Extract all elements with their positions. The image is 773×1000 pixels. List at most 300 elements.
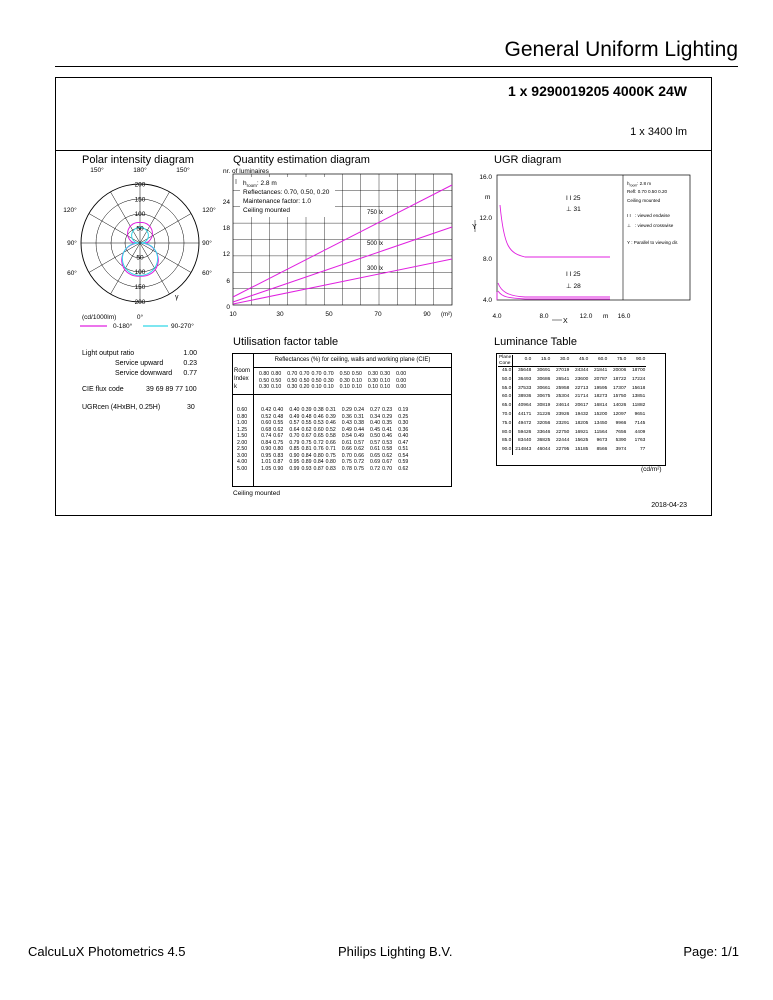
- quantity-series-label: 500 lx: [367, 241, 384, 247]
- uf-reflectance-rows: [258, 371, 407, 391]
- uf-cell: 0.69: [369, 459, 381, 465]
- luminance-cell: 17224: [631, 376, 646, 382]
- ugr-legend-endwise: : viewed endwise: [635, 213, 670, 218]
- uf-cell: 0.80: [273, 446, 284, 452]
- uf-cell: 0.79: [289, 439, 300, 446]
- luminance-cell: 36493: [517, 376, 532, 382]
- uf-refl-cell: 0.70: [323, 371, 334, 377]
- ugr-y-tick: 16.0: [479, 174, 492, 181]
- luminance-cell: 24344: [574, 368, 589, 373]
- uf-cell: 0.46: [313, 413, 324, 420]
- uf-cell: 0.84: [313, 459, 324, 465]
- uf-cell: 0.49: [289, 413, 300, 420]
- uf-refl-cell: 0.00: [396, 371, 407, 377]
- uf-cell: 0.24: [353, 407, 364, 413]
- uf-cell: 0.76: [313, 446, 324, 452]
- polar-unit: (cd/1000lm): [82, 314, 117, 321]
- uf-cell: 0.19: [398, 407, 409, 413]
- quantity-y-tick: 18: [222, 225, 230, 232]
- uf-cell: 0.55: [301, 420, 312, 426]
- ugr-x-tick: 16.0: [617, 313, 631, 320]
- downward-value: 0.77: [183, 370, 197, 377]
- uf-cell: 0.46: [325, 420, 336, 426]
- luminance-cell: 16814: [593, 403, 608, 409]
- ugr-a-cross: ⊥ 31: [566, 206, 581, 213]
- luminance-cell: 25958: [555, 385, 570, 391]
- quantity-series-label: 300 lx: [367, 266, 384, 272]
- lor-label: Light output ratio: [82, 350, 135, 357]
- uf-cell: 0.42: [261, 407, 272, 413]
- uf-refl-cell: 0.50: [351, 371, 362, 377]
- uf-cell: 0.65: [313, 433, 324, 439]
- table-row: [498, 376, 646, 385]
- upward-value: 0.23: [183, 360, 197, 367]
- uf-refl-cell: 0.80: [271, 371, 282, 377]
- luminance-col-header: 0.0: [513, 355, 533, 367]
- uf-refl-cell: 0.50: [271, 377, 282, 384]
- uf-cell: 0.87: [313, 465, 324, 472]
- uf-refl-cell: 0.20: [299, 384, 310, 390]
- luminance-cell: 18700: [631, 368, 646, 373]
- ugr-legend-parallel: Y : Parallel to viewing dir.: [627, 240, 679, 245]
- uf-refl-cell: 0.30: [367, 377, 378, 384]
- uf-cell: 0.48: [301, 413, 312, 420]
- uf-cell: 0.71: [325, 446, 336, 452]
- page-title: General Uniform Lighting: [504, 38, 738, 61]
- uf-cell: 0.55: [273, 420, 284, 426]
- luminance-cell: 11564: [594, 429, 608, 435]
- uf-cell: 0.61: [341, 439, 352, 446]
- quantity-x-unit: (m²): [441, 312, 452, 318]
- polar-ring-label: 100: [134, 211, 146, 218]
- uf-cell: 0.29: [341, 407, 352, 413]
- uf-cell: 5.00: [237, 465, 248, 472]
- uf-cell: 0.48: [273, 413, 284, 420]
- luminance-cell: 23600: [574, 376, 589, 382]
- luminance-cell: 18273: [593, 394, 608, 400]
- luminance-cell: 15750: [612, 394, 627, 400]
- uf-cell: 0.62: [353, 446, 364, 452]
- uf-refl-cell: 0.10: [271, 384, 282, 390]
- luminance-col-header: 75.0: [608, 355, 627, 367]
- uf-cell: 0.31: [353, 413, 364, 420]
- luminance-cell: 21714: [574, 394, 589, 400]
- luminance-cell: 40964: [517, 403, 532, 409]
- luminance-cell: 15618: [631, 385, 646, 391]
- luminance-col-header: 15.0: [532, 355, 551, 367]
- uf-refl-cell: 0.10: [367, 384, 378, 390]
- uf-cell: 0.53: [313, 420, 324, 426]
- uf-footer: Ceiling mounted: [233, 490, 280, 497]
- quantity-series-label: 750 lx: [367, 210, 384, 216]
- table-row: [236, 466, 409, 473]
- luminance-cell: 7145: [634, 420, 646, 426]
- uf-refl-cell: 0.10: [339, 384, 350, 390]
- uf-cell: 0.87: [273, 459, 284, 465]
- luminance-col-header: 45.0: [570, 355, 589, 367]
- uf-cell: 0.54: [341, 433, 352, 439]
- uf-refl-cell: 0.10: [311, 384, 322, 390]
- uf-cell: 0.72: [313, 439, 324, 446]
- uf-cell: 0.62: [273, 426, 284, 433]
- luminance-cell: 83440: [517, 438, 532, 444]
- uf-cell: 0.40: [369, 420, 381, 426]
- luminance-cell: 25304: [555, 394, 570, 400]
- polar-angle-label: 90°: [202, 240, 212, 247]
- luminance-cell: 90.0: [498, 446, 513, 455]
- uf-cell: 0.25: [398, 413, 409, 420]
- quantity-y-tick: 0: [226, 304, 230, 311]
- luminance-cell: 23291: [555, 420, 570, 426]
- ugr-legend-crosswise-icon: ⊥: [627, 223, 632, 228]
- uf-cell: 0.35: [382, 420, 393, 426]
- ugr-x-tick: 8.0: [539, 313, 549, 320]
- table-row: [236, 459, 409, 466]
- uf-cell: 0.66: [353, 452, 364, 459]
- uf-cell: 0.66: [341, 446, 352, 452]
- quantity-reflectances: Reflectances: 0.70, 0.50, 0.20: [243, 189, 330, 196]
- quantity-title: Quantity estimation diagram: [233, 154, 370, 166]
- luminance-cell: 9966: [615, 420, 627, 426]
- upward-row: [82, 359, 197, 369]
- polar-ring-label: 200: [134, 299, 146, 306]
- luminance-cell: 3974: [615, 447, 627, 453]
- uf-cell: 0.84: [301, 452, 312, 459]
- uf-cell: 0.89: [301, 459, 312, 465]
- uf-refl-cell: 0.00: [396, 377, 407, 384]
- uf-table-frame: [232, 353, 452, 487]
- luminance-cell: 33646: [536, 429, 551, 435]
- uf-cell: 0.81: [301, 446, 312, 452]
- quantity-maintenance: Maintenance factor: 1.0: [243, 198, 311, 205]
- luminance-cell: 77: [639, 447, 646, 453]
- uf-refl-cell: 0.10: [379, 384, 391, 390]
- uf-cell: 0.57: [369, 439, 381, 446]
- uf-refl-cell: 0.70: [311, 371, 322, 377]
- uf-cell: 0.58: [382, 446, 393, 452]
- lor-value: 1.00: [183, 350, 197, 357]
- luminance-cell: 23926: [555, 411, 570, 417]
- uf-cell: 0.27: [369, 407, 381, 413]
- polar-angle-label: 60°: [67, 270, 77, 277]
- luminance-cell: 85.0: [498, 437, 513, 446]
- luminance-cell: 15625: [574, 438, 589, 444]
- quantity-x-tick: 90: [423, 311, 431, 318]
- luminance-cell: 30691: [536, 368, 551, 373]
- uf-cell: 0.70: [382, 465, 393, 472]
- quantity-x-tick: 10: [229, 311, 237, 318]
- ugr-legend-endwise-icon: I I: [627, 213, 631, 218]
- luminance-cell: 9651: [634, 411, 646, 417]
- luminance-col-header: 90.0: [627, 355, 646, 367]
- table-row: [498, 393, 646, 402]
- uf-cell: 0.50: [369, 433, 381, 439]
- uf-cell: 0.40: [273, 407, 284, 413]
- uf-cell: 1.00: [237, 420, 248, 426]
- luminance-cell: 8566: [596, 447, 608, 453]
- uf-cell: 0.38: [313, 407, 324, 413]
- table-row: [236, 433, 409, 440]
- uf-cell: 0.57: [353, 439, 364, 446]
- luminance-cell: 24614: [555, 403, 570, 409]
- table-row: [498, 411, 646, 420]
- polar-ring-label: 50: [136, 225, 144, 233]
- luminance-cell: 65.0: [498, 402, 513, 411]
- polar-ring-label: 150: [134, 196, 146, 204]
- ugr-curve-lower: [498, 291, 610, 299]
- uf-room-label: Room Index k: [234, 368, 251, 390]
- luminance-unit: (cd/m²): [641, 466, 662, 473]
- ugr-x-unit: m: [603, 313, 609, 320]
- uf-cell: 0.83: [325, 465, 336, 472]
- quantity-mount: Ceiling mounted: [243, 207, 290, 214]
- uf-cell: 0.83: [273, 452, 284, 459]
- ugr-x-tick: 12.0: [579, 313, 593, 320]
- luminance-cell: 46044: [536, 447, 551, 453]
- table-row: [236, 446, 409, 453]
- uf-refl-cell: 0.80: [259, 371, 270, 377]
- uf-cell: 0.61: [369, 446, 381, 452]
- ugr-title: UGR diagram: [494, 154, 562, 166]
- quantity-x-tick: 50: [325, 311, 333, 318]
- ugr-y-tick: 4.0: [482, 297, 492, 304]
- luminance-cell: 4409: [634, 429, 646, 435]
- luminance-cell: 35648: [517, 368, 532, 373]
- uf-cell: 0.95: [261, 452, 272, 459]
- ugr-curves: [497, 205, 610, 300]
- uf-cell: 0.99: [289, 465, 300, 472]
- uf-cell: 0.90: [261, 446, 272, 452]
- luminance-cell: 9673: [596, 438, 608, 444]
- luminance-cell: 11882: [632, 403, 646, 409]
- luminance-cell: 22713: [574, 385, 589, 391]
- luminance-cell: 18205: [574, 420, 589, 426]
- quantity-y-tick: 12: [222, 251, 230, 258]
- uf-cell: 0.43: [341, 420, 352, 426]
- uf-cell: 0.34: [369, 413, 381, 420]
- uf-cell: 0.31: [325, 407, 336, 413]
- uf-cell: 0.46: [382, 433, 393, 439]
- uf-cell: 0.39: [301, 407, 312, 413]
- polar-angle-label: 180°: [133, 167, 147, 174]
- uf-cell: 0.52: [325, 426, 336, 433]
- polar-ring-label: 150: [134, 284, 146, 291]
- uf-refl-cell: 0.30: [339, 377, 350, 384]
- quantity-y-caption: nr. of luminaires: [223, 168, 269, 175]
- uf-refl-cell: 0.10: [323, 384, 334, 390]
- luminance-cell: 19432: [574, 411, 589, 417]
- uf-refl-cell: 0.70: [299, 371, 310, 377]
- luminance-cell: 14026: [612, 403, 627, 409]
- polar-gamma-label: γ: [175, 294, 179, 301]
- luminance-cell: 19595: [593, 385, 608, 391]
- downward-label: Service downward: [115, 370, 173, 377]
- ugr-cen-value: 30: [187, 404, 195, 411]
- uf-cell: 0.49: [353, 433, 364, 439]
- uf-refl-cell: 0.50: [259, 377, 270, 384]
- table-row: [498, 402, 646, 411]
- uf-cell: 1.05: [261, 465, 272, 472]
- uf-cell: 0.62: [301, 426, 312, 433]
- uf-cell: 0.66: [325, 439, 336, 446]
- quantity-x-tick: 70: [374, 311, 382, 318]
- uf-cell: 0.75: [273, 439, 284, 446]
- lor-block: [82, 349, 197, 379]
- uf-cell: 0.85: [289, 446, 300, 452]
- table-row: [498, 385, 646, 394]
- luminance-cell: 80.0: [498, 429, 513, 438]
- uf-refl-cell: 0.10: [351, 377, 362, 384]
- luminance-cell: 59426: [517, 429, 532, 435]
- uf-cell: 0.70: [341, 452, 352, 459]
- luminance-corner: Plane Cone: [499, 355, 512, 366]
- polar-title: Polar intensity diagram: [82, 154, 194, 166]
- uf-cell: 0.36: [398, 426, 409, 433]
- luminance-cell: 12097: [612, 411, 627, 417]
- uf-cell: 0.49: [341, 426, 352, 433]
- table-row: [236, 407, 409, 414]
- uf-header: Reflectances (%) for ceiling, walls and working plane (CIE): [253, 354, 451, 368]
- uf-cell: 0.68: [261, 426, 272, 433]
- luminance-cell: 13450: [593, 420, 608, 426]
- luminance-cell: 22795: [555, 447, 570, 453]
- lumen-output: 1 x 3400 lm: [630, 126, 687, 138]
- uf-cell: 0.60: [313, 426, 324, 433]
- ugr-y-tick: 12.0: [479, 215, 492, 222]
- luminance-cell: 50.0: [498, 376, 513, 385]
- uf-cell: 0.84: [261, 439, 272, 446]
- uf-title: Utilisation factor table: [233, 336, 339, 348]
- luminance-cell: 45.0: [498, 367, 513, 376]
- quantity-x-tick: 30: [276, 311, 284, 318]
- table-row: [236, 420, 409, 427]
- luminance-table: [498, 355, 646, 455]
- legend-label-c0: 0-180°: [113, 323, 133, 330]
- luminance-cell: 55.0: [498, 385, 513, 394]
- ugr-legend-crosswise: : viewed crosswise: [635, 223, 674, 228]
- luminance-cell: 7656: [615, 429, 627, 435]
- polar-angle-label: 120°: [202, 207, 216, 214]
- luminance-cell: 70.0: [498, 411, 513, 420]
- uf-cell: 0.40: [398, 433, 409, 439]
- ugr-curve-upper: [500, 205, 610, 257]
- uf-table-body: [236, 407, 409, 472]
- uf-cell: 0.75: [353, 465, 364, 472]
- uf-cell: 0.51: [398, 446, 409, 452]
- polar-angle-label: 120°: [63, 207, 77, 214]
- uf-cell: 0.90: [273, 465, 284, 472]
- uf-cell: 0.65: [369, 452, 381, 459]
- uf-refl-cell: 0.50: [287, 377, 298, 384]
- uf-cell: 0.59: [398, 459, 409, 465]
- uf-cell: 0.62: [382, 452, 393, 459]
- uf-refl-cell: 0.50: [311, 377, 322, 384]
- uf-cell: 0.30: [398, 420, 409, 426]
- ugr-legend-height: $h_{room}$: 2.8 m: [627, 181, 652, 188]
- luminance-cell: 214843: [515, 447, 532, 453]
- quantity-chart: [222, 163, 462, 323]
- luminance-cell: 15200: [593, 411, 608, 417]
- luminance-cell: 15185: [574, 447, 589, 453]
- uf-refl-cell: 0.50: [339, 371, 350, 377]
- quantity-y-tick: 6: [226, 278, 230, 285]
- uf-cell: 0.38: [353, 420, 364, 426]
- ugr-legend-reflectances: Refl: 0.70 0.50 0.20: [627, 189, 668, 194]
- polar-ring-label: 100: [134, 269, 146, 276]
- table-row: [498, 420, 646, 429]
- uf-cell: 0.36: [341, 413, 352, 420]
- luminance-cell: 22444: [555, 438, 570, 444]
- lor-row: [82, 349, 197, 359]
- table-row: [498, 446, 646, 455]
- luminance-cell: 27019: [555, 368, 570, 373]
- luminance-title: Luminance Table: [494, 336, 577, 348]
- uf-refl-cell: 0.30: [287, 384, 298, 390]
- luminance-cell: 16921: [574, 429, 589, 435]
- footer-page: Page: 1/1: [683, 944, 739, 959]
- uf-cell: 0.67: [382, 459, 393, 465]
- uf-cell: 2.50: [237, 446, 248, 452]
- uf-cell: 1.25: [237, 426, 248, 433]
- ugr-a-endwise: I I 25: [566, 195, 581, 202]
- uf-cell: 0.45: [369, 426, 381, 433]
- polar-angle-label: 150°: [176, 167, 190, 174]
- luminance-cell: 22750: [555, 429, 570, 435]
- polar-angle-label: 60°: [202, 270, 212, 277]
- uf-cell: 4.00: [237, 459, 248, 465]
- uf-refl-cell: 0.10: [379, 377, 391, 384]
- uf-cell: 0.39: [325, 413, 336, 420]
- title-divider: [55, 66, 738, 67]
- uf-cell: 0.60: [237, 407, 248, 413]
- uf-cell: 0.78: [341, 465, 352, 472]
- uf-cell: 0.90: [289, 452, 300, 459]
- luminance-cell: 30819: [536, 403, 551, 409]
- uf-cell: 0.80: [313, 452, 324, 459]
- footer-company: Philips Lighting B.V.: [338, 944, 453, 959]
- uf-cell: 0.44: [353, 426, 364, 433]
- uf-refl-cell: 0.50: [299, 377, 310, 384]
- polar-angle-label: 90°: [67, 240, 77, 247]
- frame-divider: [55, 150, 712, 151]
- luminance-cell: 36825: [536, 438, 551, 444]
- uf-cell: 0.60: [261, 420, 272, 426]
- luminance-cell: 20006: [612, 368, 627, 373]
- ugr-legend-mount: Ceiling mounted: [627, 198, 661, 203]
- luminance-table-frame: [496, 353, 666, 466]
- uf-cell: 0.47: [398, 439, 409, 446]
- luminance-cell: 30661: [536, 385, 551, 391]
- luminance-cell: 26541: [555, 376, 570, 382]
- uf-refl-cell: 0.70: [287, 371, 298, 377]
- polar-angle-label: 150°: [90, 167, 104, 174]
- uf-cell: 0.29: [382, 413, 393, 420]
- uf-cell: 0.80: [325, 459, 336, 465]
- ugr-y-unit: m: [485, 194, 491, 201]
- luminance-cell: 32056: [536, 420, 551, 426]
- ugr-y-axis: Y: [472, 224, 477, 231]
- polar-ring-label: 50: [136, 254, 144, 262]
- quantity-room-height: $h_{room}$: 2.8 m: [243, 180, 277, 188]
- luminance-cell: 38936: [517, 394, 532, 400]
- uf-cell: 0.93: [301, 465, 312, 472]
- table-header-row: [498, 355, 646, 367]
- luminance-cell: 75.0: [498, 420, 513, 429]
- luminance-cell: 5390: [615, 438, 627, 444]
- legend-label-c90: 90-270°: [171, 323, 194, 330]
- uf-cell: 0.58: [325, 433, 336, 439]
- polar-ring-label: 200: [134, 181, 146, 189]
